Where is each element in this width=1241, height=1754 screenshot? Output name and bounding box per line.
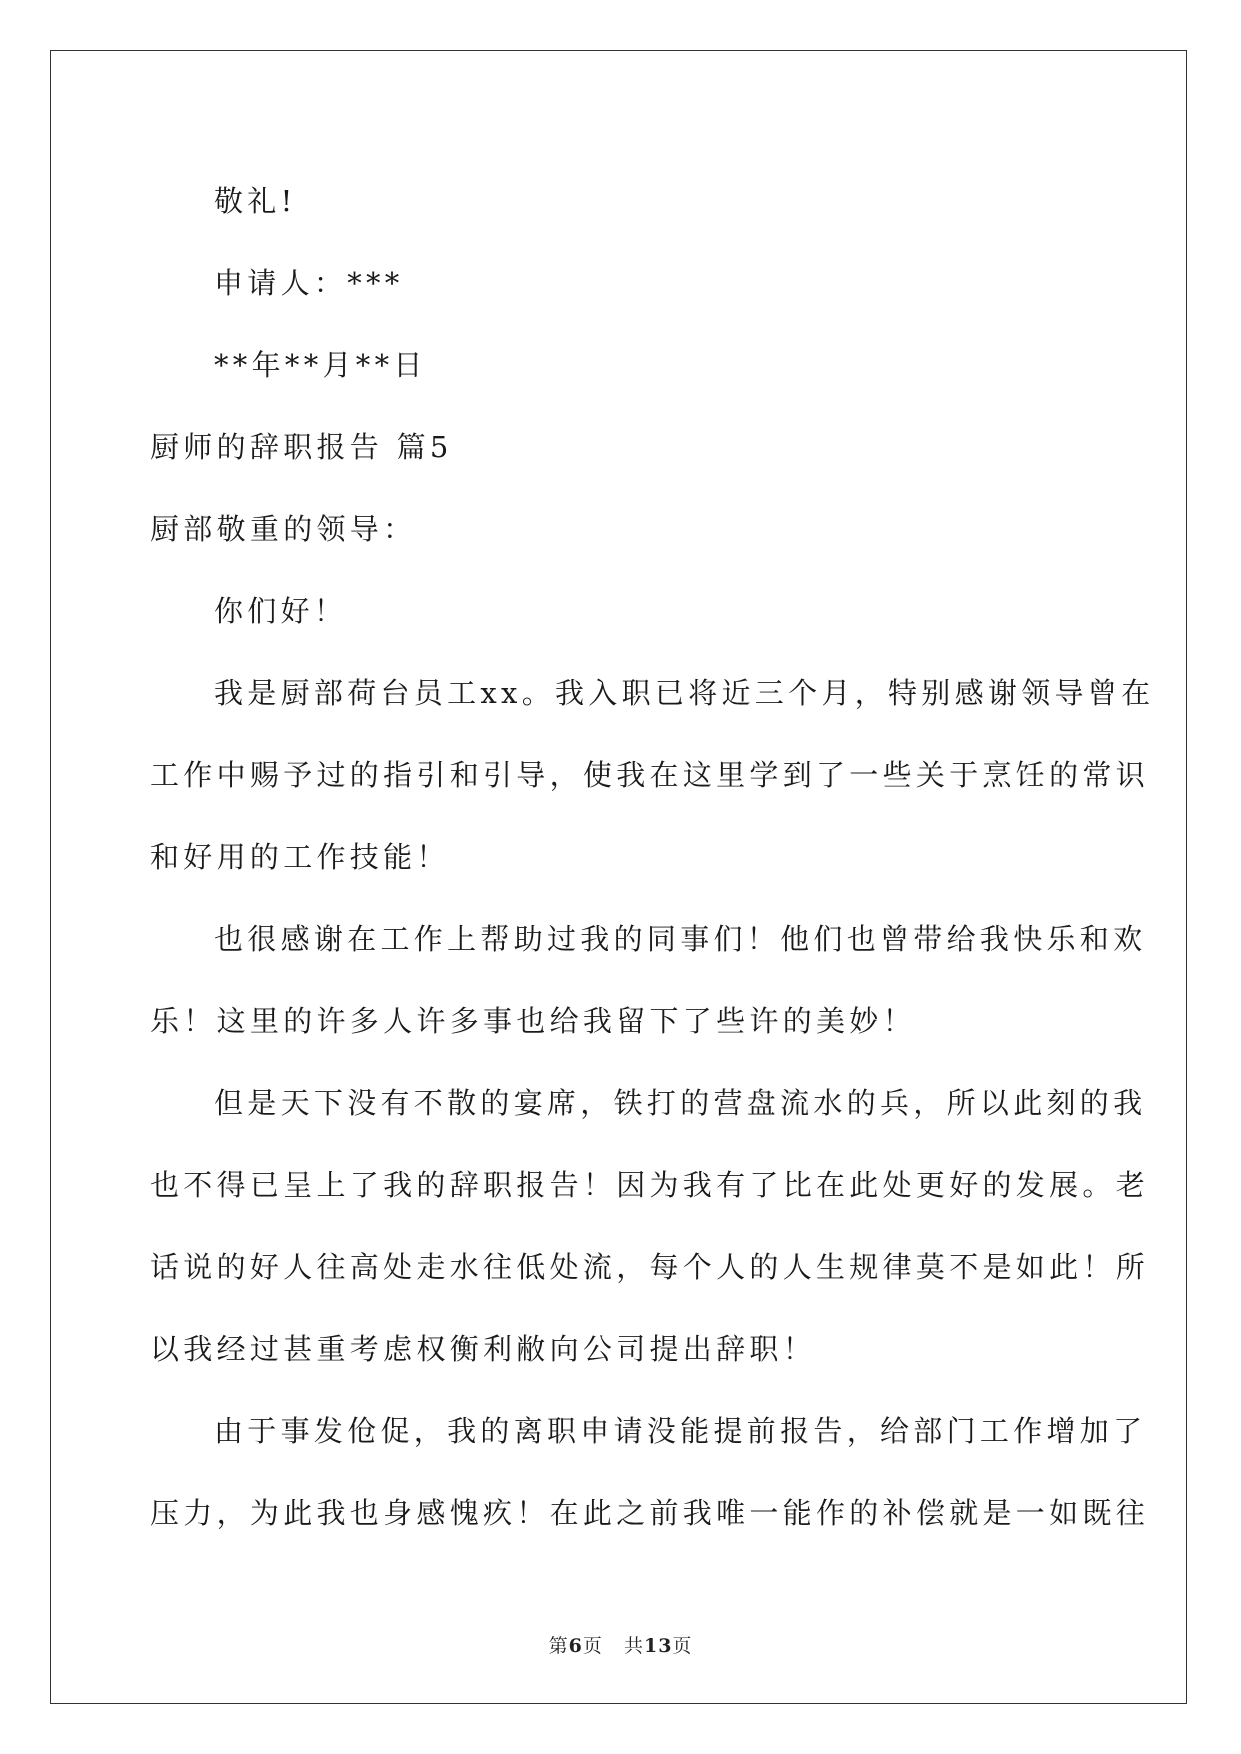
page-footer <box>0 1631 1241 1658</box>
footer-page-suffix: 页 <box>582 1635 603 1657</box>
paragraph-line: 也很感谢在工作上帮助过我的同事们！他们也曾带给我快乐和欢 <box>214 922 1147 956</box>
paragraph-line: 以我经过甚重考虑权衡利敝向公司提出辞职！ <box>150 1332 817 1366</box>
paragraph-line: 我是厨部荷台员工xx。我入职已将近三个月，特别感谢领导曾在 <box>214 676 1155 710</box>
greeting-hello: 你们好！ <box>214 594 348 628</box>
footer-total-prefix: 共 <box>623 1635 644 1657</box>
greeting-recipient: 厨部敬重的领导： <box>150 512 417 546</box>
total-page-number: 13 <box>643 1635 673 1657</box>
paragraph-line: 也不得已呈上了我的辞职报告！因为我有了比在此处更好的发展。老 <box>150 1168 1150 1202</box>
applicant-line: 申请人：*** <box>214 266 404 300</box>
closing-salutation: 敬礼! <box>214 184 297 218</box>
paragraph-line: 乐！这里的许多人许多事也给我留下了些许的美妙！ <box>150 1004 916 1038</box>
paragraph-line: 工作中赐予过的指引和引导，使我在这里学到了一些关于烹饪的常识 <box>150 758 1150 792</box>
paragraph-line: 压力，为此我也身感愧疚！在此之前我唯一能作的补偿就是一如既往 <box>150 1496 1150 1530</box>
section-heading: 厨师的辞职报告 篇5 <box>150 430 453 464</box>
paragraph-line: 由于事发伧促，我的离职申请没能提前报告，给部门工作增加了 <box>214 1414 1147 1448</box>
document-body <box>150 160 1155 1554</box>
current-page-number: 6 <box>568 1635 583 1657</box>
footer-total-suffix: 页 <box>672 1635 693 1657</box>
paragraph-line: 但是天下没有不散的宴席，铁打的营盘流水的兵，所以此刻的我 <box>214 1086 1147 1120</box>
paragraph-line: 话说的好人往高处走水往低处流，每个人的人生规律莫不是如此！所 <box>150 1250 1150 1284</box>
date-line: **年**月**日 <box>214 348 427 382</box>
paragraph-line: 和好用的工作技能！ <box>150 840 450 874</box>
footer-prefix: 第 <box>548 1635 569 1657</box>
